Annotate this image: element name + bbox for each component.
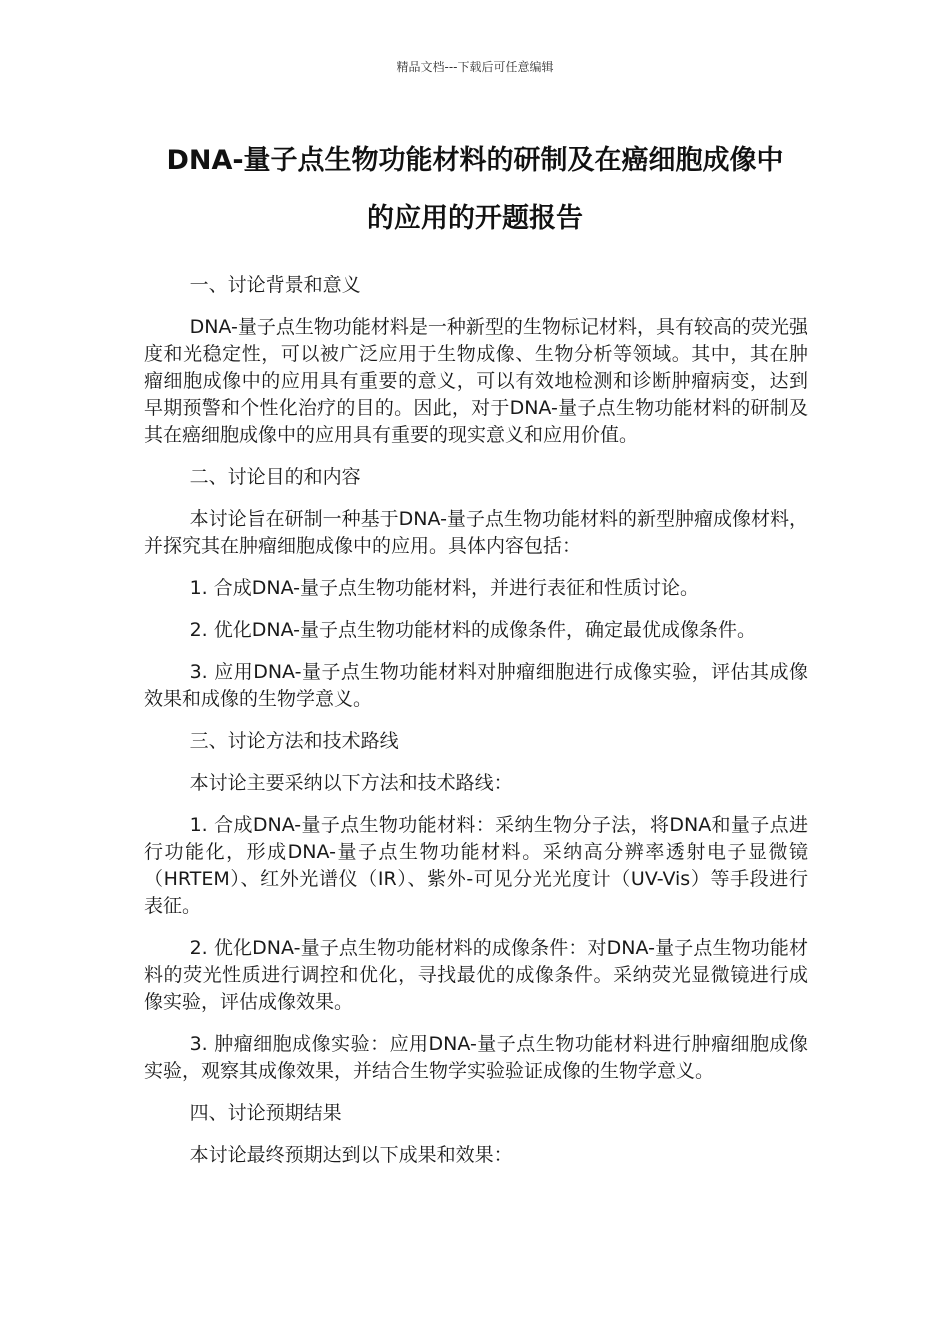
paragraph-background: DNA-量子点生物功能材料是一种新型的生物标记材料，具有较高的荧光强度和光稳定性，可以被广泛应用于生物成像、生物分析等领域。其中，其在肿瘤细胞成像中的应用具有重要的意义，可以有效地检测和诊断肿瘤病变，达到早期预警和个性化治疗的目的。因此，对于DNA-量子点生物功能材料的研制及其在癌细胞成像中的应用具有重要的现实意义和应用价值。 [144,316,808,446]
list-item-objective-3: 3. 应用DNA-量子点生物功能材料对肿瘤细胞进行成像实验，评估其成像效果和成像的生物学意义。 [144,661,808,710]
section-heading-objectives: 二、讨论目的和内容 [189,466,361,488]
list-item-method-3: 3. 肿瘤细胞成像实验：应用DNA-量子点生物功能材料进行肿瘤细胞成像实验，观察其成像效果，并结合生物学实验验证成像的生物学意义。 [144,1033,808,1082]
section-heading-methods: 三、讨论方法和技术路线 [189,730,399,752]
document-title-line-1: DNA-量子点生物功能材料的研制及在癌细胞成像中 [166,145,784,176]
page-header: 精品文档---下载后可任意编辑 [396,60,554,74]
paragraph-methods-intro: 本讨论主要采纳以下方法和技术路线： [189,772,513,794]
list-item-objective-2: 2. 优化DNA-量子点生物功能材料的成像条件，确定最优成像条件。 [189,619,757,641]
paragraph-objectives-intro: 本讨论旨在研制一种基于DNA-量子点生物功能材料的新型肿瘤成像材料，并探究其在肿瘤细胞成像中的应用。具体内容包括： [144,508,808,557]
list-item-objective-1: 1. 合成DNA-量子点生物功能材料，并进行表征和性质讨论。 [189,577,700,599]
section-heading-expected-results: 四、讨论预期结果 [189,1102,342,1124]
list-item-method-1: 1. 合成DNA-量子点生物功能材料：采纳生物分子法，将DNA和量子点进行功能化，形成DNA-量子点生物功能材料。采纳高分辨率透射电子显微镜（HRTEM）、红外光谱仪（IR）、紫外-可见分光光度计（UV-Vis）等手段进行表征。 [144,814,808,917]
list-item-method-2: 2. 优化DNA-量子点生物功能材料的成像条件：对DNA-量子点生物功能材料的荧光性质进行调控和优化，寻找最优的成像条件。采纳荧光显微镜进行成像实验，评估成像效果。 [144,937,808,1013]
document-title-line-2: 的应用的开题报告 [367,203,583,234]
paragraph-expected-results: 本讨论最终预期达到以下成果和效果： [189,1144,513,1166]
document-body [144,272,808,1184]
section-heading-background: 一、讨论背景和意义 [189,274,361,296]
